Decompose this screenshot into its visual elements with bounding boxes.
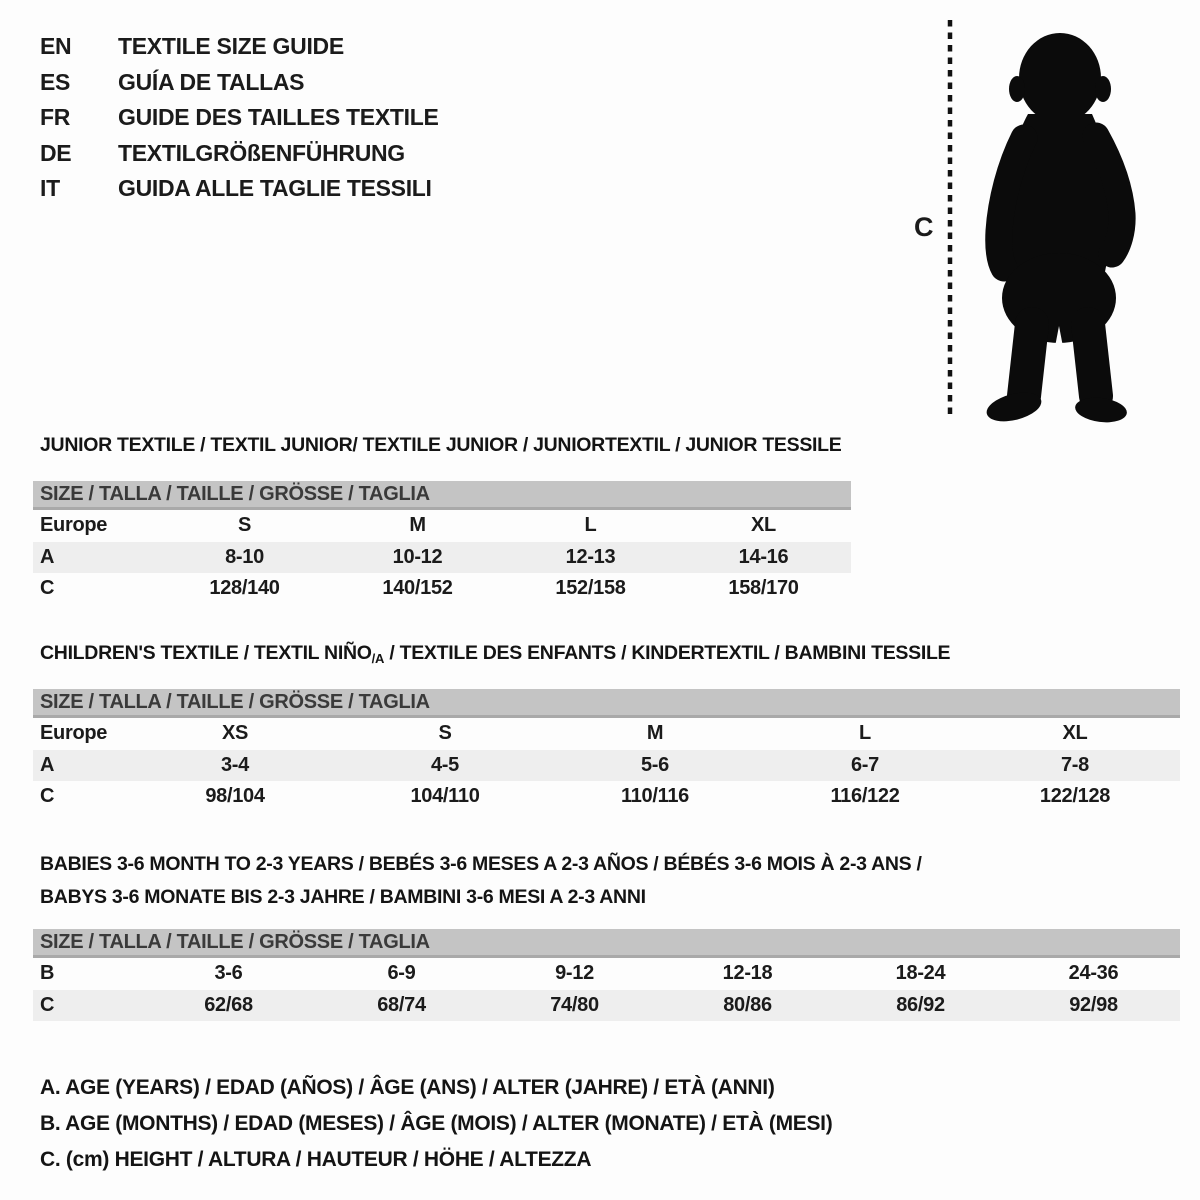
height-cell: 128/140 [209, 577, 280, 600]
children-title-part: / TEXTILE DES ENFANTS / KINDERTEXTIL / BAMBINI TESSILE [384, 642, 951, 664]
table-row-height [33, 573, 851, 605]
height-cell: 92/98 [1069, 993, 1118, 1016]
language-row-de [40, 136, 439, 172]
age-cell: 8-10 [225, 545, 264, 568]
language-title-list [40, 29, 439, 207]
language-code: FR [40, 104, 71, 130]
size-header-bar: SIZE / TALLA / TAILLE / GRÖSSE / TAGLIA [33, 481, 851, 510]
children-section-title [40, 642, 950, 665]
table-row-europe [33, 718, 1180, 750]
measure-legend [40, 1070, 832, 1178]
table-row-europe [33, 510, 851, 542]
language-code: IT [40, 175, 60, 201]
table-row-height [33, 990, 1180, 1022]
months-cell: 12-18 [722, 962, 773, 985]
age-cell: 4-5 [430, 753, 459, 776]
row-label: C [40, 785, 55, 808]
age-cell: 14-16 [738, 545, 789, 568]
junior-section-title: JUNIOR TEXTILE / TEXTIL JUNIOR/ TEXTILE JUNIOR / JUNIORTEXTIL / JUNIOR TESSILE [40, 434, 842, 456]
months-cell: 6-9 [387, 962, 416, 985]
legend-line-age-years: A. AGE (YEARS) / EDAD (AÑOS) / ÂGE (ANS) / ALTER (JAHRE) / ETÀ (ANNI) [40, 1076, 775, 1099]
table-row-age [33, 750, 1180, 782]
height-cell: 98/104 [205, 785, 265, 808]
language-label: TEXTILE SIZE GUIDE [118, 33, 344, 59]
table-row-height [33, 781, 1180, 813]
children-title-part: CHILDREN'S TEXTILE / TEXTIL NIÑO [40, 642, 372, 664]
language-row-fr [40, 100, 439, 136]
toddler-silhouette-figure [900, 12, 1155, 424]
height-cell: 74/80 [550, 993, 599, 1016]
height-cell: 140/152 [382, 577, 453, 600]
row-label: A [40, 545, 55, 568]
language-label: GUÍA DE TALLAS [118, 68, 305, 95]
size-cell: L [859, 722, 871, 745]
language-code: EN [40, 33, 72, 59]
size-header-bar: SIZE / TALLA / TAILLE / GRÖSSE / TAGLIA [33, 929, 1180, 958]
size-cell: S [237, 514, 252, 537]
size-cell: S [438, 722, 452, 745]
language-code: DE [40, 139, 72, 166]
months-cell: 9-12 [555, 962, 594, 985]
children-size-table [33, 689, 1180, 813]
age-cell: 12-13 [565, 545, 616, 568]
months-cell: 3-6 [214, 962, 243, 985]
height-cell: 68/74 [377, 993, 426, 1016]
size-cell: M [409, 514, 426, 537]
age-cell: 7-8 [1060, 753, 1089, 776]
row-label: Europe [40, 722, 108, 745]
size-cell: L [584, 514, 597, 537]
height-cell: 86/92 [896, 993, 945, 1016]
height-measure-label: C [914, 212, 934, 242]
months-cell: 24-36 [1068, 962, 1119, 985]
row-label: A [40, 753, 55, 776]
legend-line-height: C. (cm) HEIGHT / ALTURA / HAUTEUR / HÖHE / ALTEZZA [40, 1148, 592, 1171]
language-label: GUIDE DES TAILLES TEXTILE [118, 104, 439, 130]
row-label: Europe [40, 514, 108, 537]
toddler-silhouette-icon [984, 33, 1129, 424]
language-label: GUIDA ALLE TAGLIE TESSILI [118, 175, 432, 201]
height-cell: 62/68 [204, 993, 253, 1016]
legend-line-age-months: B. AGE (MONTHS) / EDAD (MESES) / ÂGE (MOIS) / ALTER (MONATE) / ETÀ (MESI) [40, 1112, 833, 1135]
size-cell: XL [1062, 722, 1088, 745]
size-cell: M [646, 722, 664, 745]
junior-size-table [33, 481, 851, 605]
babies-title-line: BABIES 3-6 MONTH TO 2-3 YEARS / BEBÉS 3-6 MESES A 2-3 AÑOS / BÉBÉS 3-6 MOIS À 2-3 ANS / [40, 853, 922, 875]
height-cell: 116/122 [830, 785, 900, 808]
babies-size-table [33, 929, 1180, 1021]
row-label: C [40, 577, 55, 600]
months-cell: 18-24 [895, 962, 946, 985]
row-label: C [40, 993, 55, 1016]
language-label: TEXTILGRÖßENFÜHRUNG [118, 139, 405, 166]
language-row-it [40, 171, 439, 207]
age-cell: 5-6 [640, 753, 669, 776]
height-cell: 110/116 [621, 785, 689, 808]
babies-title-line: BABYS 3-6 MONATE BIS 2-3 JAHRE / BAMBINI 3-6 MESI A 2-3 ANNI [40, 886, 646, 908]
age-cell: 6-7 [850, 753, 879, 776]
language-code: ES [40, 68, 71, 95]
size-header-bar: SIZE / TALLA / TAILLE / GRÖSSE / TAGLIA [33, 689, 1180, 718]
table-row-months [33, 958, 1180, 990]
size-cell: XL [751, 514, 776, 537]
age-cell: 3-4 [220, 753, 249, 776]
height-cell: 122/128 [1039, 785, 1111, 808]
row-label: B [40, 962, 55, 985]
language-row-es [40, 65, 439, 101]
table-row-age [33, 542, 851, 574]
babies-section-title [40, 848, 922, 914]
children-title-sub: /A [371, 651, 385, 666]
age-cell: 10-12 [392, 545, 443, 568]
height-cell: 104/110 [410, 785, 480, 808]
size-cell: XS [221, 722, 249, 745]
height-cell: 152/158 [555, 577, 626, 600]
height-cell: 80/86 [723, 993, 772, 1016]
language-row-en [40, 29, 439, 65]
height-cell: 158/170 [728, 577, 799, 600]
